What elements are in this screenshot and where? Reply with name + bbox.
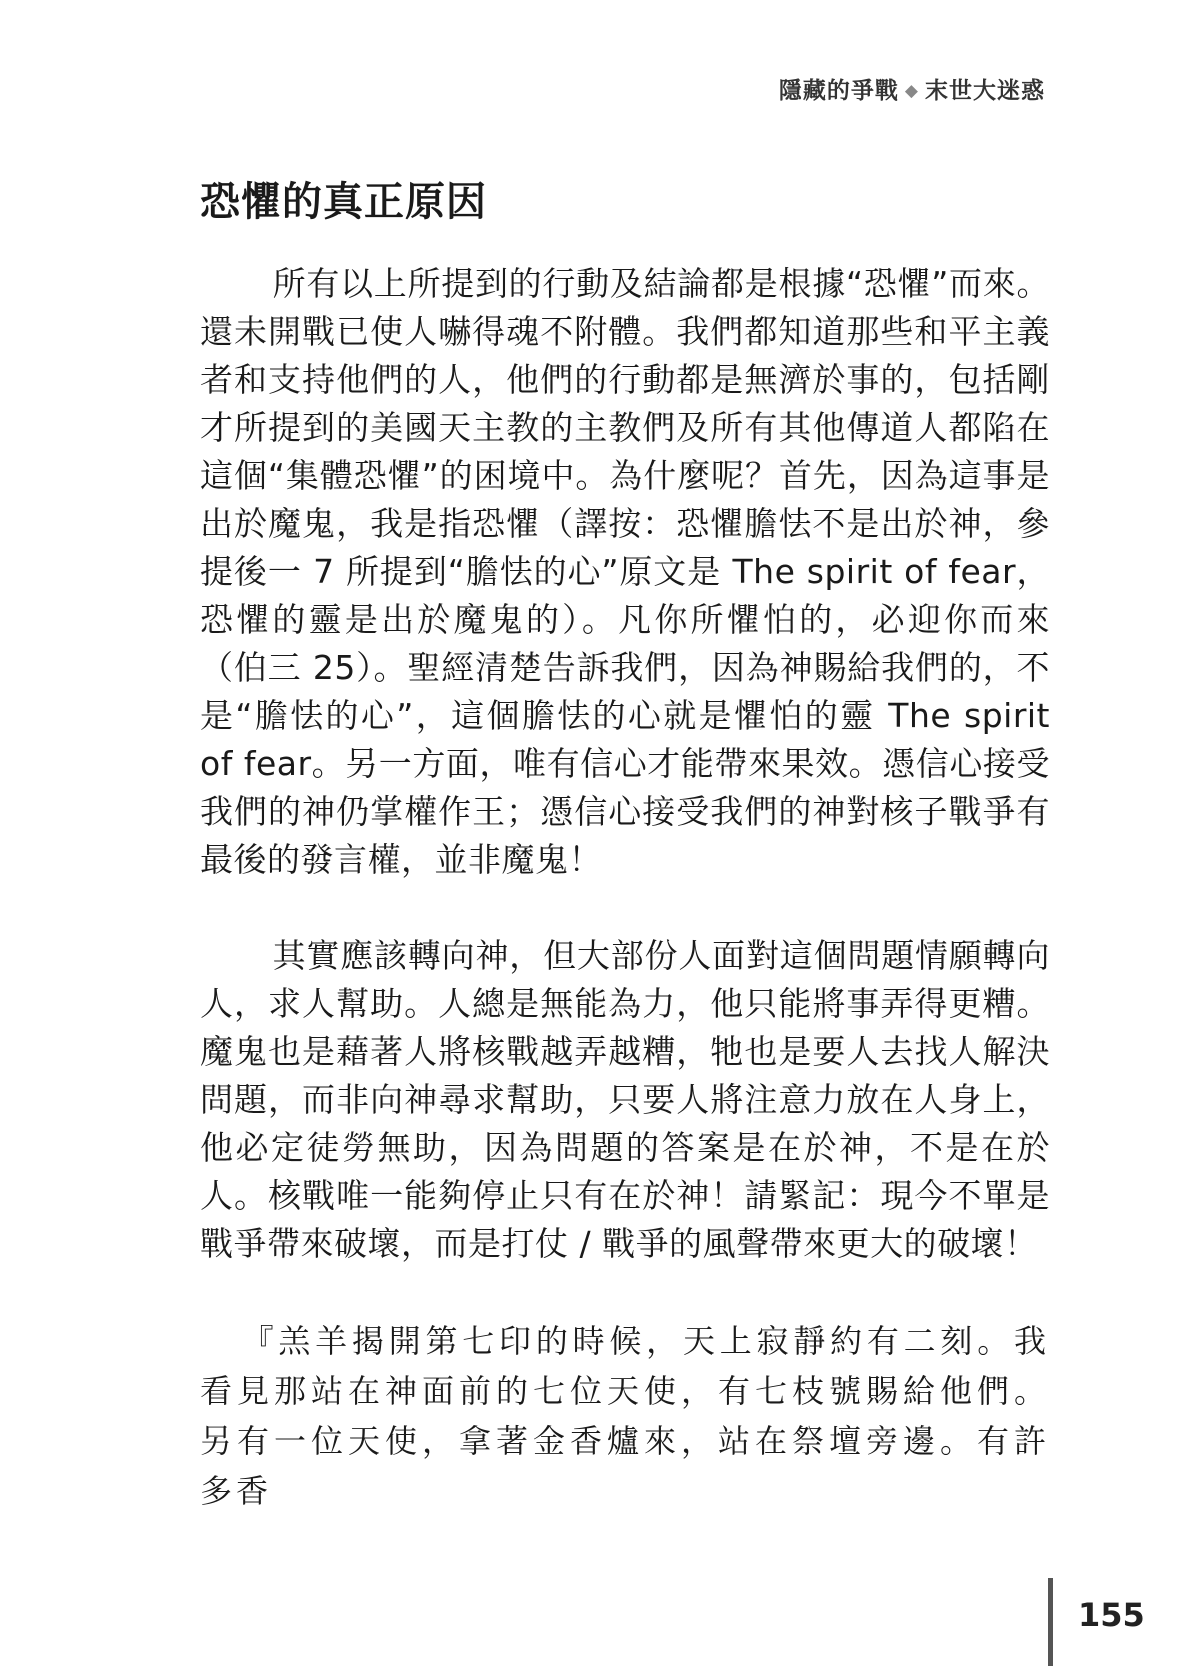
scripture-quote: 『羔羊揭開第七印的時候，天上寂靜約有二刻。我看見那站在神面前的七位天使，有七枝號賜給他們。另有一位天使，拿著金香爐來，站在祭壇旁邊。有許多香 xyxy=(200,1322,1050,1510)
chapter-title: 末世大迷惑 xyxy=(925,78,1045,104)
page-content xyxy=(200,172,1050,1516)
section-title: 恐懼的真正原因 xyxy=(200,179,487,225)
book-title: 隱藏的爭戰 xyxy=(778,78,899,104)
page-number: 155 xyxy=(1078,1596,1145,1634)
paragraph-1: 所有以上所提到的行動及結論都是根據“恐懼”而來。還未開戰已使人嚇得魂不附體。我們都知道那些和平主義者和支持他們的人，他們的行動都是無濟於事的，包括剛才所提到的美國天主教的主教們及所有其他傳道人都陷在這個“集體恐懼”的困境中。為什麼呢？首先，因為這事是出於魔鬼，我是指恐懼（譯按：恐懼膽怯不是出於神，參提後一 7 所提到“膽怯的心”原文是 The spirit of fear，恐懼的靈是出於魔鬼的）。凡你所懼怕的，必迎你而來（伯三 25）。聖經清楚告訴我們，因為神賜給我們的，不是“膽怯的心”，這個膽怯的心就是懼怕的靈 The spirit of fear。另一方面，唯有信心才能帶來果效。憑信心接受我們的神仍掌權作王；憑信心接受我們的神對核子戰爭有最後的發言權，並非魔鬼！ xyxy=(200,264,1050,879)
page-number-rule xyxy=(1048,1578,1145,1666)
diamond-separator-icon: ◆ xyxy=(904,81,919,101)
running-header xyxy=(779,72,1045,105)
paragraph-2: 其實應該轉向神，但大部份人面對這個問題情願轉向人，求人幫助。人總是無能為力，他只能將事弄得更糟。魔鬼也是藉著人將核戰越弄越糟，牠也是要人去找人解決問題，而非向神尋求幫助，只要人將注意力放在人身上，他必定徒勞無助，因為問題的答案是在於神，不是在於人。核戰唯一能夠停止只有在於神！請緊記：現今不單是戰爭帶來破壞，而是打仗 / 戰爭的風聲帶來更大的破壞！ xyxy=(200,936,1050,1263)
